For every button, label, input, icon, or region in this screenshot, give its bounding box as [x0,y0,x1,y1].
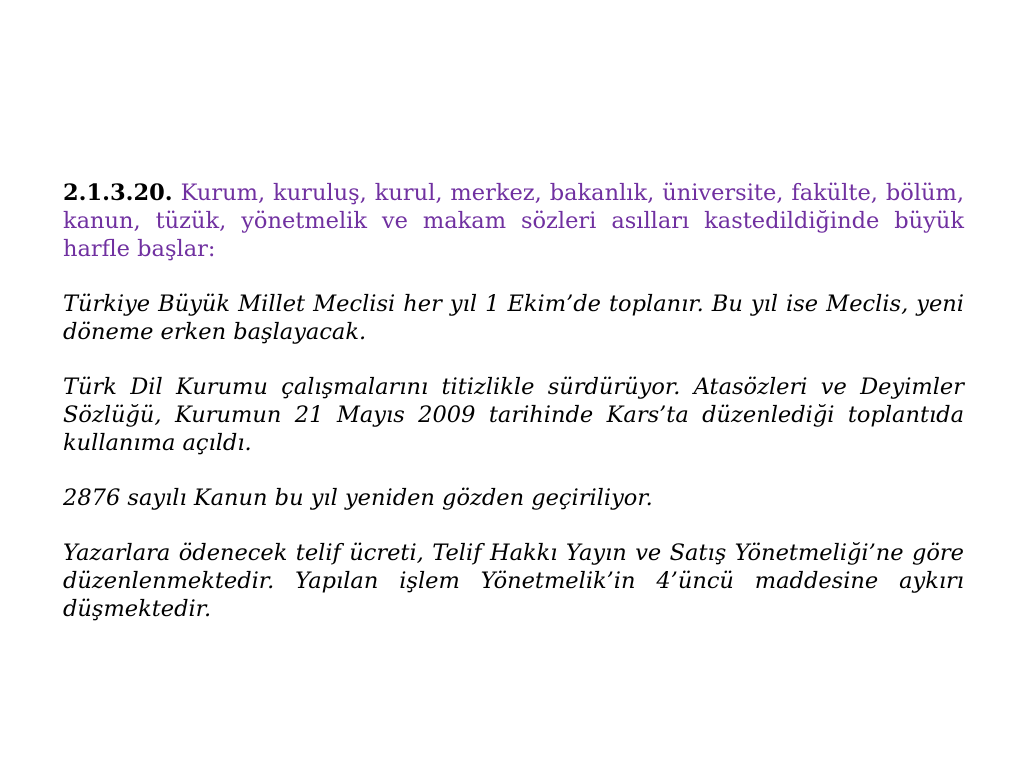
example-paragraph-3: 2876 sayılı Kanun bu yıl yeniden gözden geçiriliyor. [63,485,653,511]
slide-body [63,179,964,650]
rule-paragraph [63,179,964,263]
example-paragraph-4: Yazarlara ödenecek telif ücreti, Telif Hakkı Yayın ve Satış Yönetmeliği’ne göre düzenlenmektedir. Yapılan işlem Yönetmelik’in 4’üncü maddesine aykırı düşmektedir. [63,540,964,622]
rule-number: 2.1.3.20. [63,180,173,206]
example-paragraph-2: Türk Dil Kurumu çalışmalarını titizlikle sürdürüyor. Atasözleri ve Deyimler Sözlüğü, Kurumun 21 Mayıs 2009 tarihinde Kars’ta düzenlediği toplantıda kullanıma açıldı. [63,374,964,456]
example-paragraph-1: Türkiye Büyük Millet Meclisi her yıl 1 Ekim’de toplanır. Bu yıl ise Meclis, yeni döneme erken başlayacak. [63,291,964,345]
rule-text: Kurum, kuruluş, kurul, merkez, bakanlık, üniversite, fakülte, bölüm, kanun, tüzük, yönetmelik ve makam sözleri asılları kastedildiğinde büyük harfle başlar: [63,180,965,262]
